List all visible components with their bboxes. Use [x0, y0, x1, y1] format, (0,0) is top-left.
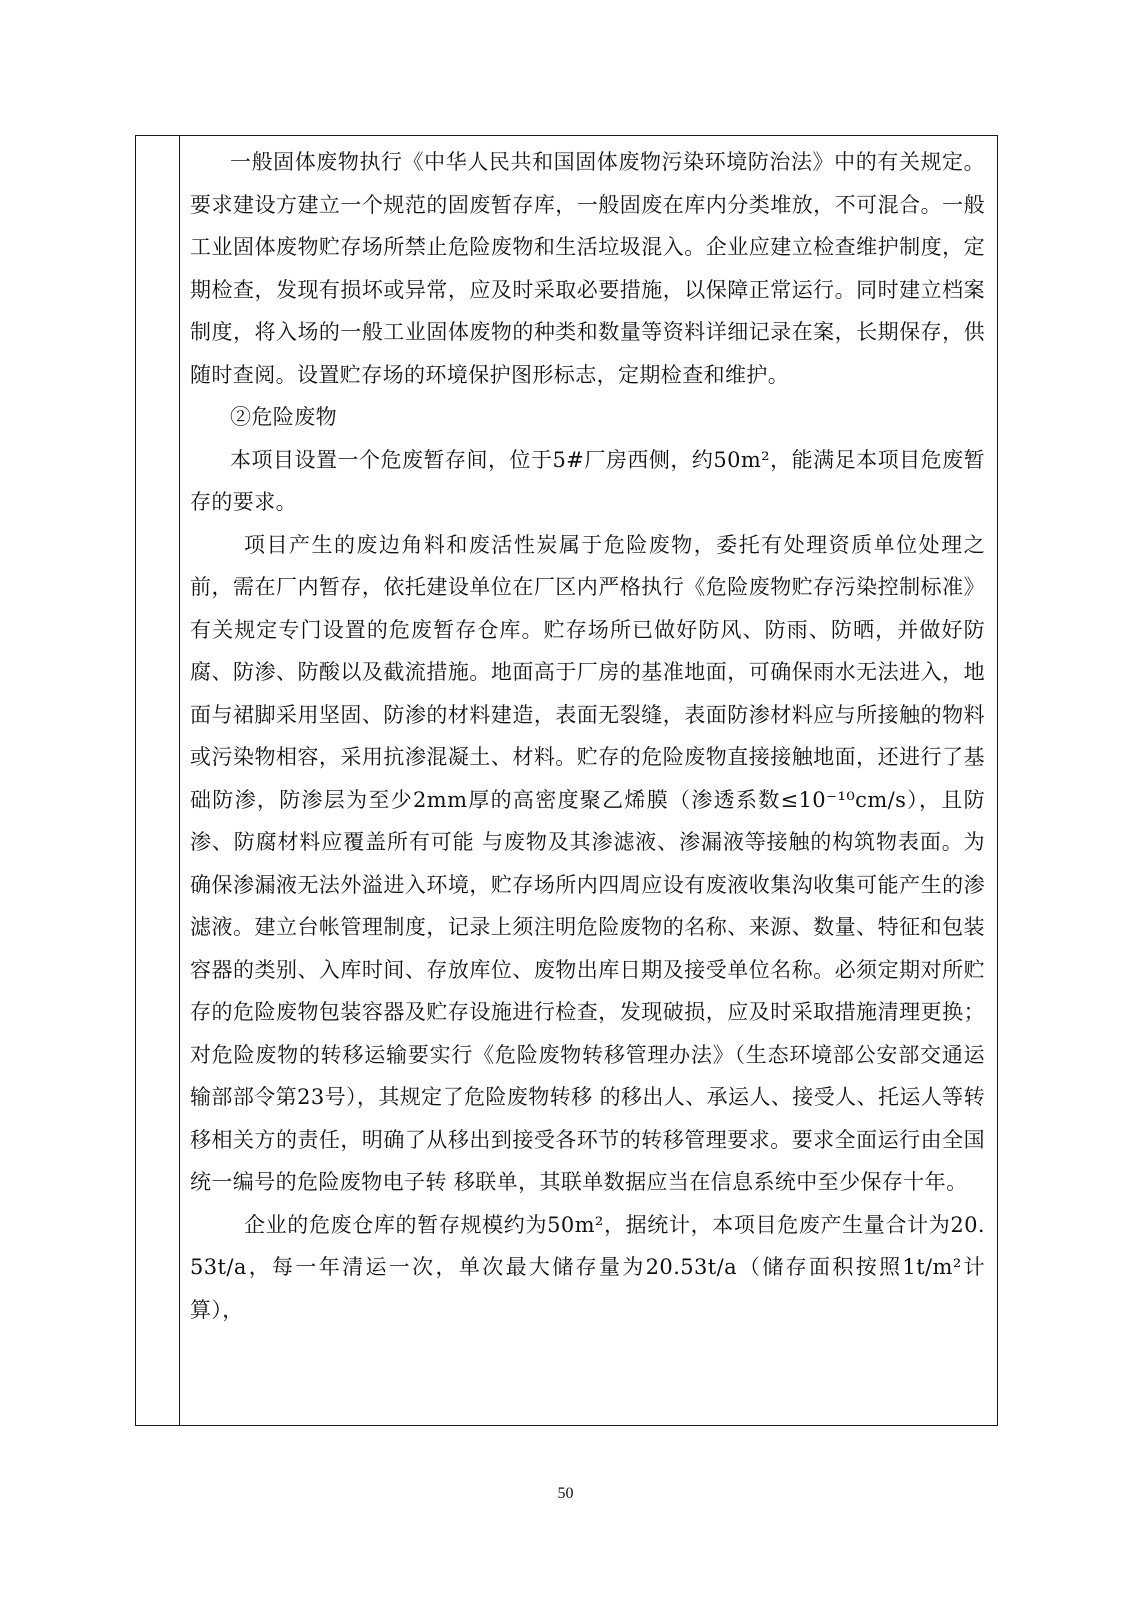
table-left-column [136, 136, 180, 1425]
document-table [135, 135, 998, 1426]
heading-hazardous-waste: ②危险废物 [230, 405, 337, 429]
paragraph-storage-capacity: 企业的危废仓库的暂存规模约为50m²，据统计，本项目危废产生量合计为20.53t/a，每一年清运一次，单次最大储存量为20.53t/a（储存面积按照1t/m²计算）， [190, 1212, 985, 1322]
paragraph-hazardous-storage-room: 本项目设置一个危废暂存间，位于5#厂房西侧，约50m²，能满足本项目危废暂存的要求。 [190, 447, 985, 514]
paragraph-hazardous-waste-management: 项目产生的废边角料和废活性炭属于危险废物，委托有处理资质单位处理之前，需在厂内暂存，依托建设单位在厂区内严格执行《危险废物贮存污染控制标准》有关规定专门设置的危废暂存仓库。贮存场所已做好防风、防雨、防晒，并做好防腐、防渗、防酸以及截流措施。地面高于厂房的基准地面，可确保雨水无法进入，地面与裙脚采用坚固、防渗的材料建造，表面无裂缝，表面防渗材料应与所接触的物料或污染物相容，采用抗渗混凝土、材料。贮存的危险废物直接接触地面，还进行了基础防渗，防渗层为至少2mm厚的高密度聚乙烯膜（渗透系数≤10⁻¹⁰cm/s），且防渗、防腐材料应覆盖所有可能 与废物及其渗滤液、渗漏液等接触的构筑物表面。为确保渗漏液无法外溢进入环境，贮存场所内四周应设有废液收集沟收集可能产生的渗滤液。建立台帐管理制度，记录上须注明危险废物的名称、来源、数量、特征和包装容器的类别、入库时间、存放库位、废物出库日期及接受单位名称。必须定期对所贮存的危险废物包装容器及贮存设施进行检查，发现破损，应及时采取措施清理更换；对危险废物的转移运输要实行《危险废物转移管理办法》（生态环境部公安部交通运输部部令第23号），其规定了危险废物转移 的移出人、承运人、接受人、托运人等转移相关方的责任，明确了从移出到接受各环节的转移管理要求。要求全面运行由全国统一编号的危险废物电子转 移联单，其联单数据应当在信息系统中至少保存十年。 [190, 532, 985, 1194]
page-number: 50 [557, 1485, 574, 1502]
paragraph-general-solid-waste: 一般固体废物执行《中华人民共和国固体废物污染环境防治法》中的有关规定。要求建设方建立一个规范的固废暂存库，一般固废在库内分类堆放，不可混合。一般工业固体废物贮存场所禁止危险废物和生活垃圾混入。企业应建立检查维护制度，定期检查，发现有损坏或异常，应及时采取必要措施，以保障正常运行。同时建立档案制度，将入场的一般工业固体废物的种类和数量等资料详细记录在案，长期保存，供随时查阅。设置贮存场的环境保护图形标志，定期检查和维护。 [190, 150, 985, 387]
table-content-cell [180, 136, 997, 1425]
